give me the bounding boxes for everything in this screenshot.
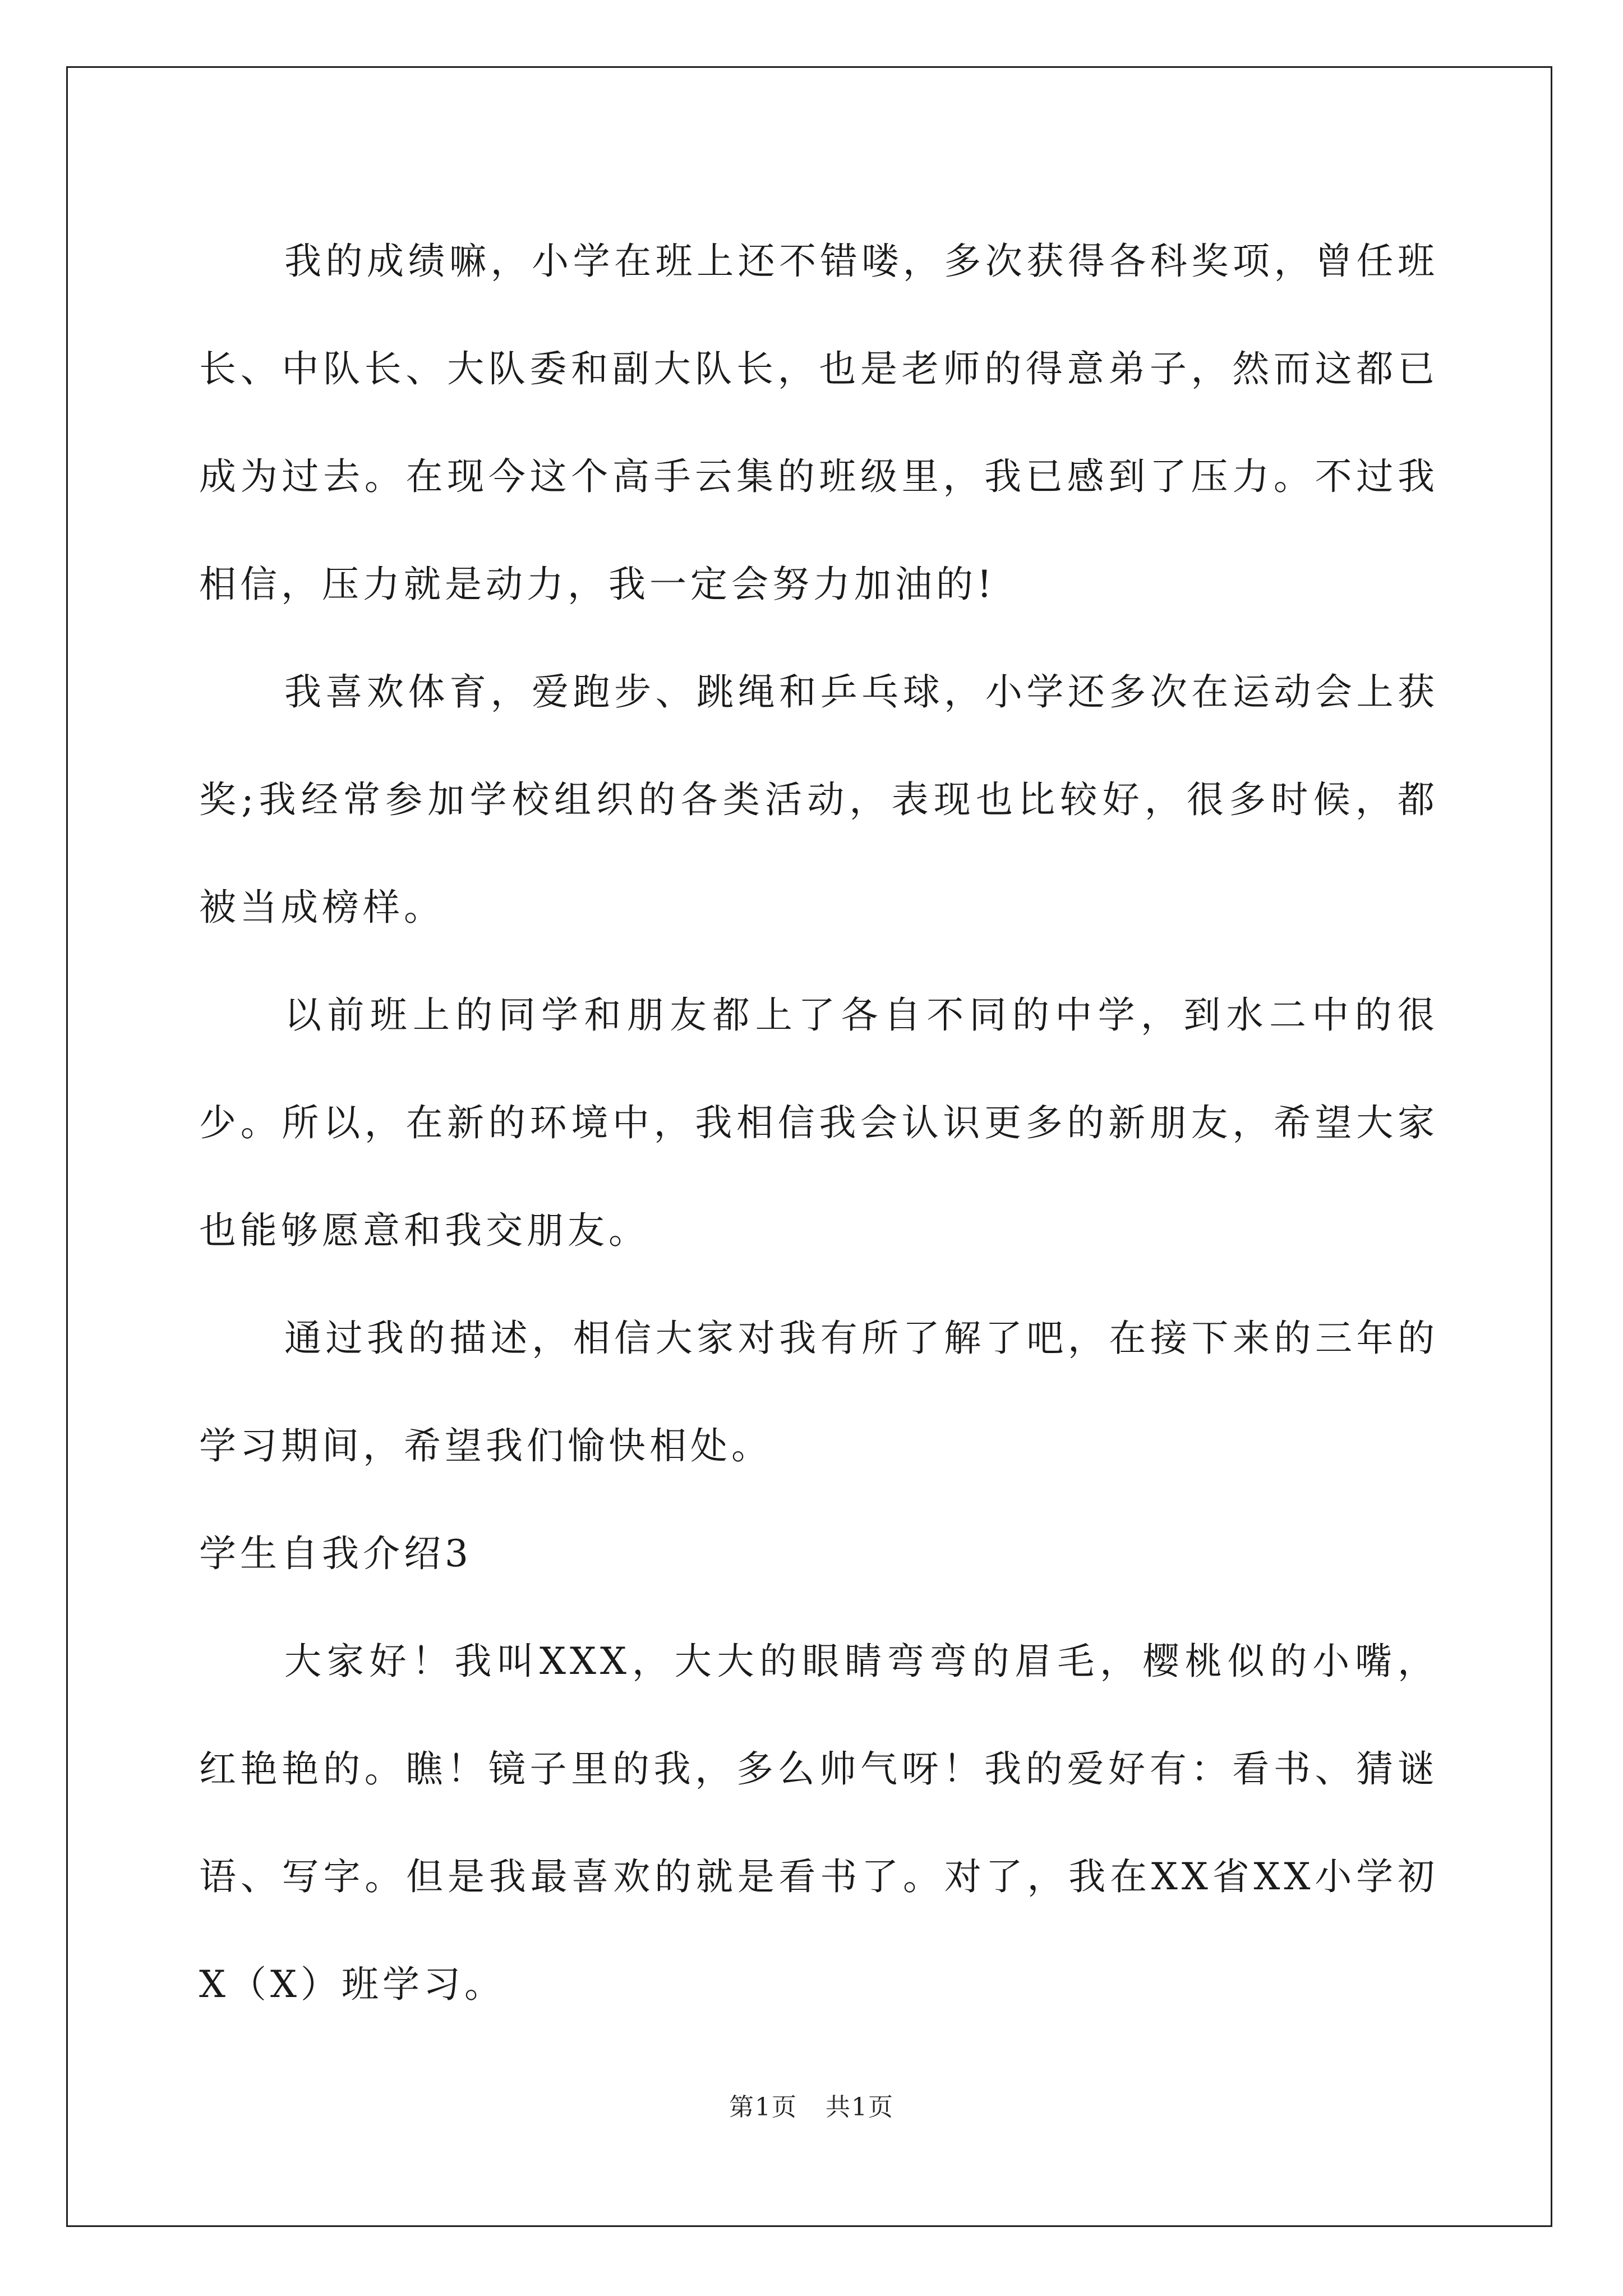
paragraph-grades: 我的成绩嘛，小学在班上还不错喽，多次获得各科奖项，曾任班长、中队长、大队委和副大队长，也是老师的得意弟子，然而这都已成为过去。在现今这个高手云集的班级里，我已感到了压力。不过我相信，压力就是动力，我一定会努力加油的! [199,240,1438,606]
paragraph-intro-3: 大家好！我叫XXX，大大的眼睛弯弯的眉毛，樱桃似的小嘴，红艳艳的。瞧！镜子里的我，多么帅气呀！我的爱好有：看书、猜谜语、写字。但是我最喜欢的就是看书了。对了，我在XX省XX小学初X（X）班学习。 [199,1640,1438,2006]
section-heading: 学生自我介绍3 [199,1532,472,1575]
page-total: 共1页 [826,2093,894,2122]
paragraph-friends: 以前班上的同学和朋友都上了各自不同的中学，到水二中的很少。所以，在新的环境中，我相信我会认识更多的新朋友，希望大家也能够愿意和我交朋友。 [199,993,1438,1252]
paragraph-sports: 我喜欢体育，爱跑步、跳绳和乒乓球，小学还多次在运动会上获奖;我经常参加学校组织的各类活动，表现也比较好，很多时候，都被当成榜样。 [199,670,1438,929]
page-footer [0,2087,1623,2123]
page-number: 第1页 [729,2093,797,2122]
document-body [199,208,1438,2039]
paragraph-closing: 通过我的描述，相信大家对我有所了解了吧，在接下来的三年的学习期间，希望我们愉快相处。 [199,1317,1438,1467]
